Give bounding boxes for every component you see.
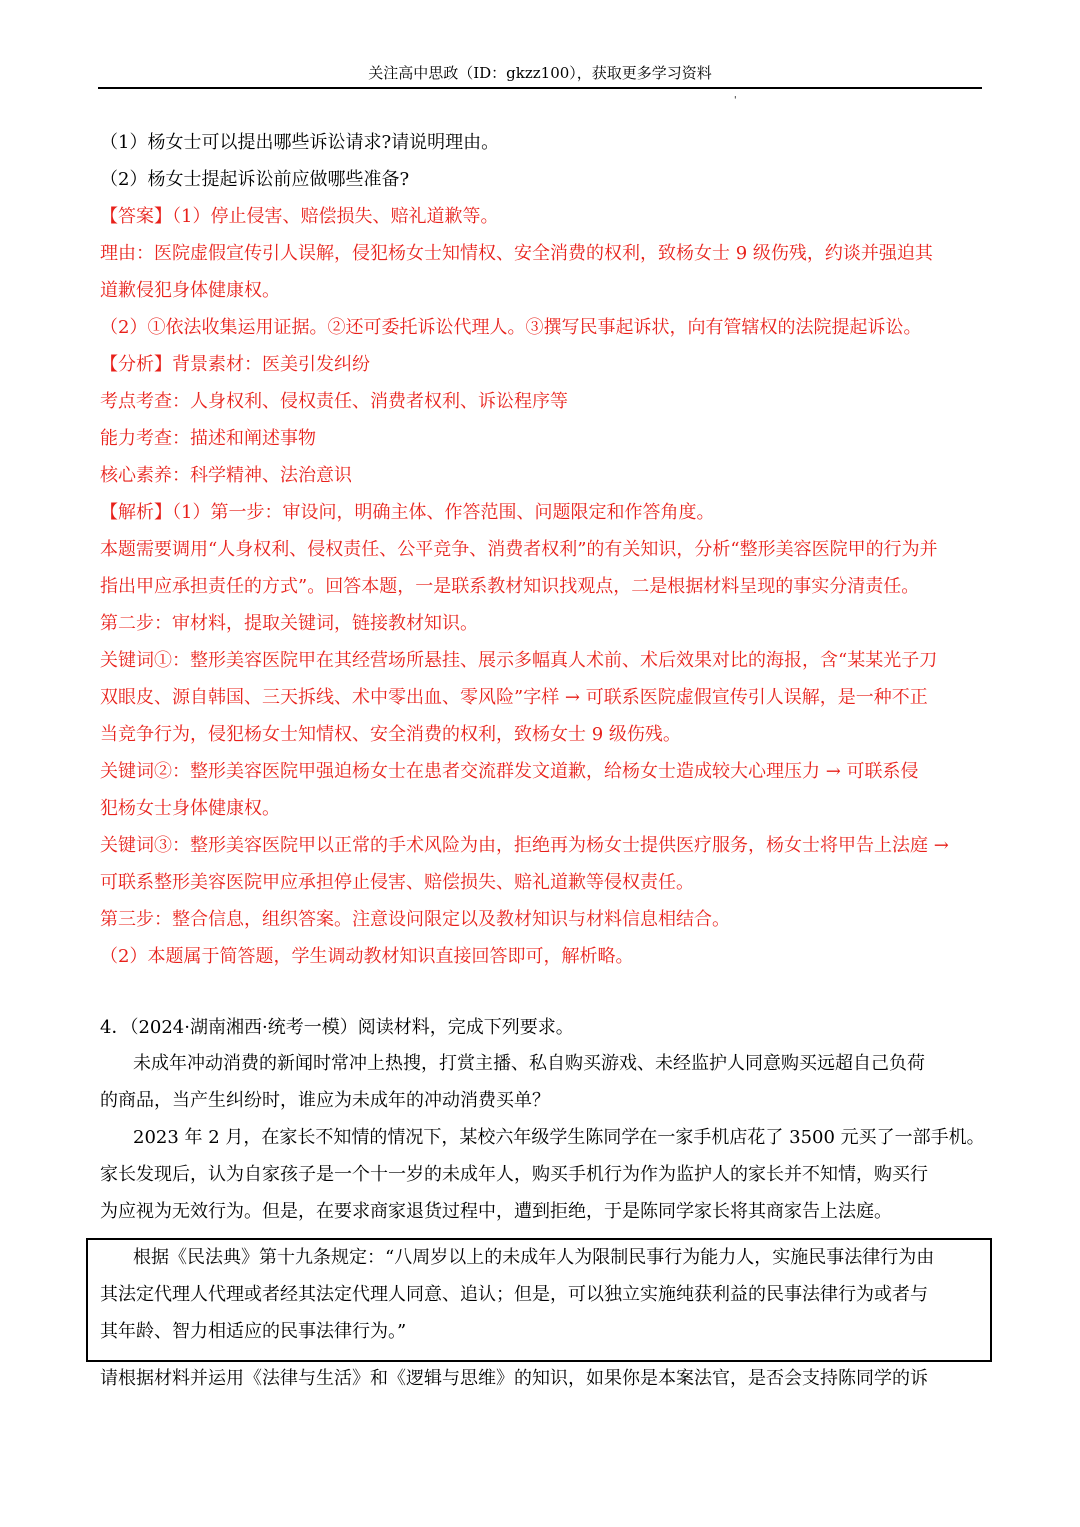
explanation-line: 可联系整形美容医院甲应承担停止侵害、赔偿损失、赔礼道歉等侵权责任。 — [100, 872, 694, 893]
question-2: （2）杨女士提起诉讼前应做哪些准备? — [100, 169, 410, 190]
explanation-line: 关键词③：整形美容医院甲以正常的手术风险为由，拒绝再为杨女士提供医疗服务，杨女士将甲告上法庭 → — [100, 835, 949, 856]
explanation-line: 关键词②：整形美容医院甲强迫杨女士在患者交流群发文道歉，给杨女士造成较大心理压力 → 可联系侵 — [100, 761, 919, 782]
question-4-prompt: 请根据材料并运用《法律与生活》和《逻辑与思维》的知识，如果你是本案法官，是否会支持陈同学的诉 — [100, 1368, 928, 1389]
explanation-line: 当竞争行为，侵犯杨女士知情权、安全消费的权利，致杨女士 9 级伤残。 — [100, 724, 681, 745]
page-header: 关注高中思政（ID：gkzz100），获取更多学习资料 — [368, 64, 712, 82]
quote-line: 根据《民法典》第十九条规定：“八周岁以上的未成年人为限制民事行为能力人，实施民事法律行为由 — [133, 1247, 935, 1268]
material-paragraph-line: 为应视为无效行为。但是，在要求商家退货过程中，遭到拒绝，于是陈同学家长将其商家告上法庭。 — [100, 1201, 892, 1222]
explanation-line: 本题需要调用“人身权利、侵权责任、公平竞争、消费者权利”的有关知识，分析“整形美容医院甲的行为并 — [100, 539, 938, 560]
explanation-line: （2）本题属于简答题，学生调动教材知识直接回答即可，解析略。 — [100, 946, 634, 967]
explanation-line: 指出甲应承担责任的方式”。回答本题，一是联系教材知识找观点，二是根据材料呈现的事实分清责任。 — [100, 576, 920, 597]
stray-mark: ' — [734, 96, 737, 106]
material-paragraph-line: 2023 年 2 月，在家长不知情的情况下，某校六年级学生陈同学在一家手机店花了 3500 元买了一部手机。 — [133, 1127, 985, 1148]
answer-heading: 【答案】（1）停止侵害、赔偿损失、赔礼道歉等。 — [100, 206, 499, 227]
answer-line: 理由：医院虚假宣传引人误解，侵犯杨女士知情权、安全消费的权利，致杨女士 9 级伤残，约谈并强迫其 — [100, 243, 933, 264]
question-4-title: 4．（2024·湖南湘西·统考一模）阅读材料，完成下列要求。 — [100, 1017, 574, 1038]
explanation-line: 第三步：整合信息，组织答案。注意设问限定以及教材知识与材料信息相结合。 — [100, 909, 730, 930]
explanation-line: 双眼皮、源自韩国、三天拆线、术中零出血、零风险”字样 → 可联系医院虚假宣传引人误解，是一种不正 — [100, 687, 928, 708]
question-1: （1）杨女士可以提出哪些诉讼请求?请说明理由。 — [100, 132, 500, 153]
analysis-line: 考点考查：人身权利、侵权责任、消费者权利、诉讼程序等 — [100, 391, 568, 412]
explanation-line: 关键词①：整形美容医院甲在其经营场所悬挂、展示多幅真人术前、术后效果对比的海报，含“某某光子刀 — [100, 650, 938, 671]
explanation-heading: 【解析】（1）第一步：审设问，明确主体、作答范围、问题限定和作答角度。 — [100, 502, 715, 523]
analysis-line: 能力考查：描述和阐述事物 — [100, 428, 316, 449]
header-rule — [98, 87, 982, 89]
material-paragraph-line: 未成年冲动消费的新闻时常冲上热搜，打赏主播、私自购买游戏、未经监护人同意购买远超自己负荷 — [133, 1053, 925, 1074]
analysis-heading: 【分析】背景素材：医美引发纠纷 — [100, 354, 370, 375]
quote-line: 其法定代理人代理或者经其法定代理人同意、追认；但是，可以独立实施纯获利益的民事法律行为或者与 — [100, 1284, 928, 1305]
analysis-line: 核心素养：科学精神、法治意识 — [100, 465, 352, 486]
answer-line: （2）①依法收集运用证据。②还可委托诉讼代理人。③撰写民事起诉状，向有管辖权的法院提起诉讼。 — [100, 317, 922, 338]
quote-line: 其年龄、智力相适应的民事法律行为。” — [100, 1321, 407, 1342]
answer-line: 道歉侵犯身体健康权。 — [100, 280, 280, 301]
explanation-line: 犯杨女士身体健康权。 — [100, 798, 280, 819]
explanation-line: 第二步：审材料，提取关键词，链接教材知识。 — [100, 613, 478, 634]
material-paragraph-line: 家长发现后，认为自家孩子是一个十一岁的未成年人，购买手机行为作为监护人的家长并不知情，购买行 — [100, 1164, 928, 1185]
material-paragraph-line: 的商品，当产生纠纷时，谁应为未成年的冲动消费买单？ — [100, 1090, 550, 1111]
